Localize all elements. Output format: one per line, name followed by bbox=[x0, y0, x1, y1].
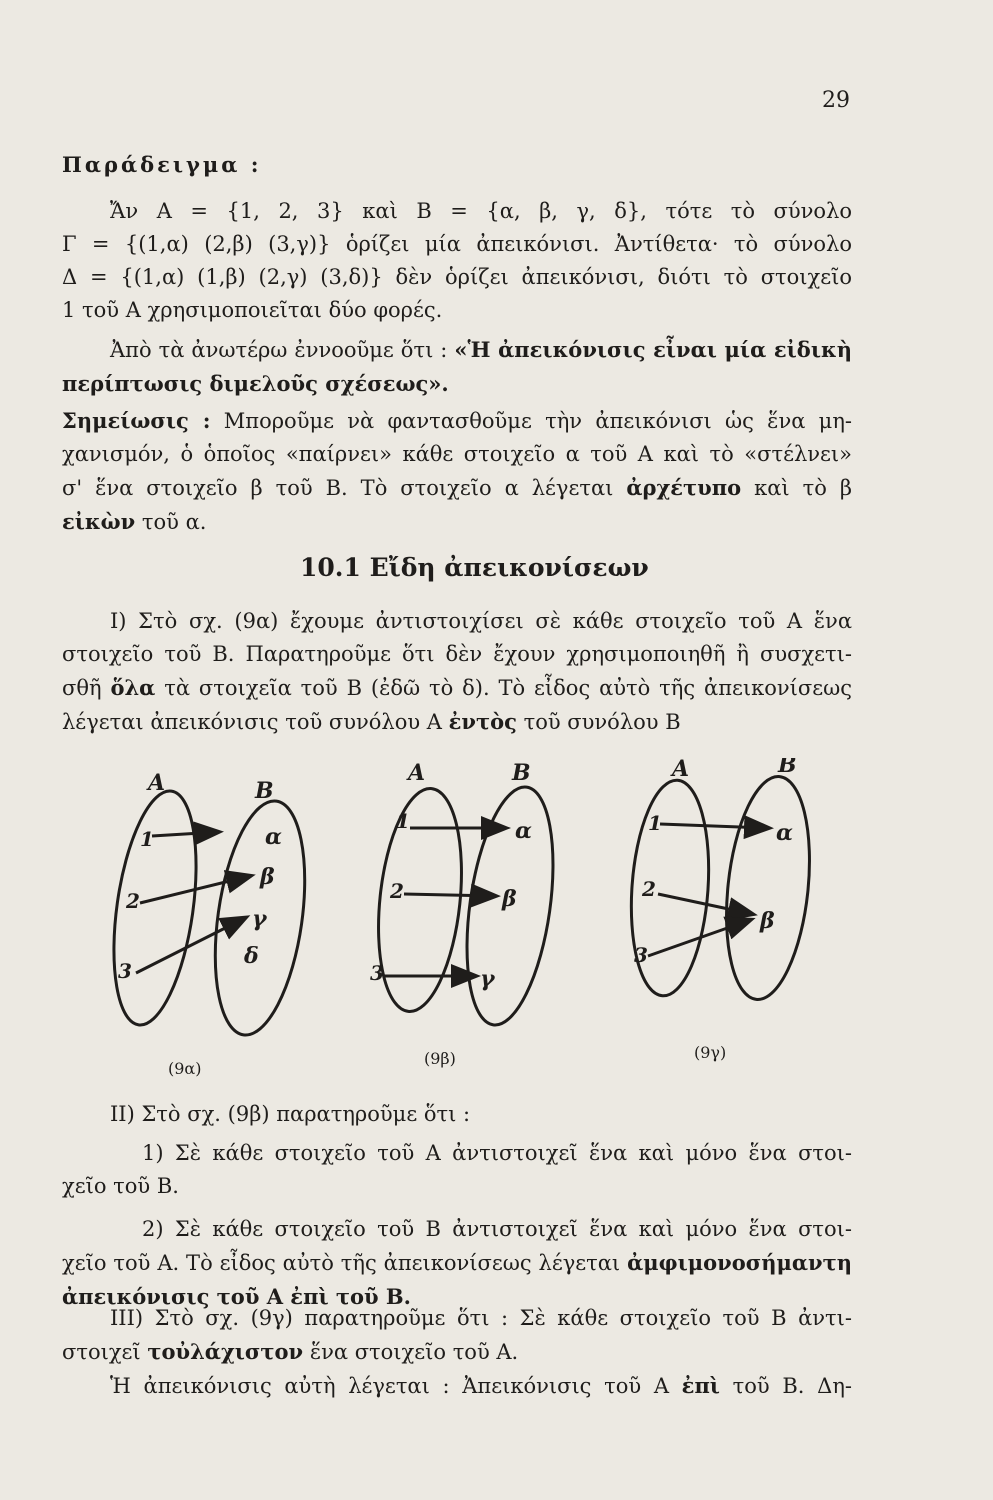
part-1-line-3-b: τὰ στοιχεῖα τοῦ Β (ἐδῶ τὸ δ). Τὸ εἶδος αὐτὸ τῆς ἀπεικονίσεως bbox=[164, 676, 852, 700]
fig9c-arrow-1 bbox=[660, 824, 768, 828]
fig9b-elem-alpha: α bbox=[515, 818, 532, 844]
part-2-item-2-line-1: 2) Σὲ κάθε στοιχεῖο τοῦ Β ἀντιστοιχεῖ ἕνα καὶ μόνο ἕνα στοι- bbox=[142, 1217, 852, 1241]
part-3-line-2-a: στοιχεῖ bbox=[62, 1340, 141, 1364]
part-1-line-3 bbox=[62, 671, 852, 705]
section-title: 10.1 Εἴδη ἀπεικονίσεων bbox=[300, 553, 649, 582]
conclusion-prefix: Ἀπὸ τὰ ἀνωτέρω ἐννοοῦμε ὅτι : bbox=[110, 338, 448, 362]
fig9b-set-a-oval bbox=[369, 784, 472, 1015]
part-1-line-4 bbox=[62, 705, 852, 739]
part-1-line-4-a: λέγεται ἀπεικόνισις τοῦ συνόλου Α bbox=[62, 710, 442, 734]
remark-line-4-rest: τοῦ α. bbox=[141, 510, 207, 534]
conclusion-bold-1: «Ἡ ἀπεικόνισις εἶναι μία εἰδικὴ bbox=[454, 337, 852, 362]
example-line-2: Γ = {(1,α) (2,β) (3,γ)} ὁρίζει μία ἀπεικόνισι. Ἀντίθετα· τὸ σύνολο bbox=[62, 232, 852, 256]
fig9c-elem-1: 1 bbox=[648, 811, 662, 835]
mapping-diagrams bbox=[100, 758, 840, 1088]
part-3-line-3-a: Ἡ ἀπεικόνισις αὐτὴ λέγεται : Ἀπεικόνισις τοῦ Α bbox=[110, 1374, 669, 1398]
fig9b-elem-gamma: γ bbox=[480, 966, 495, 992]
fig9a-elem-2: 2 bbox=[126, 889, 140, 913]
fig9b-elem-1: 1 bbox=[396, 809, 410, 833]
remark-line-3 bbox=[62, 471, 852, 505]
example-line-4: 1 τοῦ Α χρησιμοποιεῖται δύο φορές. bbox=[62, 298, 443, 322]
part-2-item-2-line-3: ἀπεικόνισις τοῦ Α ἐπὶ τοῦ Β. bbox=[62, 1284, 411, 1309]
part-2-item-2-line-2-a: χεῖο τοῦ Α. Τὸ εἶδος αὐτὸ τῆς ἀπεικονίσεως λέγεται bbox=[62, 1251, 621, 1275]
remark-line-3-b: καὶ τὸ β bbox=[754, 476, 852, 500]
fig9c-elem-alpha: α bbox=[776, 820, 793, 846]
mapping-figures bbox=[100, 758, 840, 1088]
remark-line-2: χανισμόν, ὁ ὁποῖος «παίρνει» κάθε στοιχεῖο α τοῦ Α καὶ τὸ «στέλνει» bbox=[62, 442, 852, 466]
part-2-item-2-line-2 bbox=[62, 1246, 852, 1280]
page-number: 29 bbox=[822, 88, 850, 113]
fig9c-set-a-label: Α bbox=[672, 758, 690, 782]
fig9a-set-a-label: Α bbox=[148, 770, 166, 796]
example-line-1: Ἄν Α = {1, 2, 3} καὶ Β = {α, β, γ, δ}, τότε τὸ σύνολο bbox=[110, 199, 852, 223]
part-1-block bbox=[62, 605, 852, 739]
term-at-least: τοὐλάχιστον bbox=[147, 1339, 304, 1364]
term-archetype: ἀρχέτυπο bbox=[626, 475, 742, 500]
part-1-line-1: Ι) Στὸ σχ. (9α) ἔχουμε ἀντιστοιχίσει σὲ κάθε στοιχεῖο τοῦ Α ἕνα bbox=[110, 609, 852, 633]
fig9b-elem-2: 2 bbox=[390, 879, 404, 903]
term-into: ἐντὸς bbox=[448, 709, 517, 734]
example-conclusion bbox=[62, 333, 852, 367]
part-3-block bbox=[62, 1302, 852, 1403]
remark-line-1 bbox=[62, 404, 852, 438]
fig9a-elem-gamma: γ bbox=[252, 906, 267, 932]
fig9b-set-a-label: Α bbox=[408, 760, 426, 786]
fig9c-elem-3: 3 bbox=[634, 943, 648, 967]
fig9c-elem-2: 2 bbox=[642, 877, 656, 901]
fig9a-set-a-oval bbox=[101, 786, 209, 1030]
fig9b-caption: (9β) bbox=[424, 1049, 456, 1068]
fig9b-elem-beta: β bbox=[502, 886, 517, 912]
fig9a-elem-alpha: α bbox=[265, 824, 282, 850]
part-2-block bbox=[62, 1098, 852, 1313]
fig9c-elem-beta: β bbox=[760, 908, 775, 934]
fig9a-elem-1: 1 bbox=[140, 827, 154, 851]
fig9a-elem-3: 3 bbox=[118, 959, 132, 983]
fig9c-set-b-oval bbox=[717, 772, 820, 1003]
remark-label: Σημείωσις : bbox=[62, 408, 211, 433]
fig9a-elem-delta: δ bbox=[244, 943, 259, 969]
example-line-3: Δ = {(1,α) (1,β) (2,γ) (3,δ)} δὲν ὁρίζει ἀπεικόνισι, διότι τὸ στοιχεῖο bbox=[62, 265, 852, 289]
example-heading: Παράδειγμα : bbox=[62, 152, 262, 177]
term-image: εἰκὼν bbox=[62, 509, 136, 534]
part-1-line-3-a: σθῆ bbox=[62, 676, 102, 700]
part-2-line-1: ΙΙ) Στὸ σχ. (9β) παρατηροῦμε ὅτι : bbox=[110, 1102, 471, 1126]
figure-9b bbox=[369, 760, 567, 1068]
fig9a-set-b-label: Β bbox=[255, 778, 274, 804]
example-block bbox=[62, 148, 852, 400]
part-3-line-2-b: ἕνα στοιχεῖο τοῦ Α. bbox=[309, 1340, 519, 1364]
part-1-line-4-b: τοῦ συνόλου Β bbox=[523, 710, 681, 734]
remark-line-3-a: σ' ἕνα στοιχεῖο β τοῦ Β. Τὸ στοιχεῖο α λέγεται bbox=[62, 476, 614, 500]
term-bijective: ἀμφιμονοσήμαντη bbox=[627, 1250, 852, 1275]
remark-block bbox=[62, 404, 852, 539]
fig9c-set-b-label: Β bbox=[778, 758, 797, 778]
part-2-item-1-line-2: χεῖο τοῦ Β. bbox=[62, 1174, 179, 1198]
term-all: ὅλα bbox=[110, 675, 156, 700]
remark-line-4 bbox=[62, 505, 852, 539]
figure-9c bbox=[625, 758, 820, 1062]
fig9b-arrow-2 bbox=[404, 894, 495, 896]
fig9a-arrow-1 bbox=[152, 832, 218, 836]
figure-9a bbox=[101, 770, 318, 1078]
part-3-line-2 bbox=[62, 1335, 852, 1369]
fig9b-set-b-label: Β bbox=[512, 760, 531, 786]
fig9a-elem-beta: β bbox=[260, 864, 275, 890]
remark-line-1-text: Μποροῦμε νὰ φαντασθοῦμε τὴν ἀπεικόνισι ὡς ἕνα μη- bbox=[223, 409, 852, 433]
part-3-line-3 bbox=[62, 1369, 852, 1403]
part-3-line-1: ΙΙΙ) Στὸ σχ. (9γ) παρατηροῦμε ὅτι : Σὲ κάθε στοιχεῖο τοῦ Β ἀντι- bbox=[110, 1306, 852, 1330]
term-onto: ἐπὶ bbox=[681, 1373, 720, 1398]
fig9c-arrow-3 bbox=[648, 920, 750, 956]
part-1-line-2: στοιχεῖο τοῦ Β. Παρατηροῦμε ὅτι δὲν ἔχουν χρησιμοποιηθῆ ἢ συσχετι- bbox=[62, 642, 852, 666]
conclusion-bold-2: περίπτωσις διμελοῦς σχέσεως». bbox=[62, 371, 449, 396]
part-2-item-1-line-1: 1) Σὲ κάθε στοιχεῖο τοῦ Α ἀντιστοιχεῖ ἕνα καὶ μόνο ἕνα στοι- bbox=[142, 1141, 852, 1165]
fig9b-elem-3: 3 bbox=[370, 961, 384, 985]
part-3-line-3-b: τοῦ Β. Δη- bbox=[732, 1374, 852, 1398]
fig9a-caption: (9α) bbox=[168, 1059, 202, 1078]
fig9c-caption: (9γ) bbox=[694, 1043, 727, 1062]
